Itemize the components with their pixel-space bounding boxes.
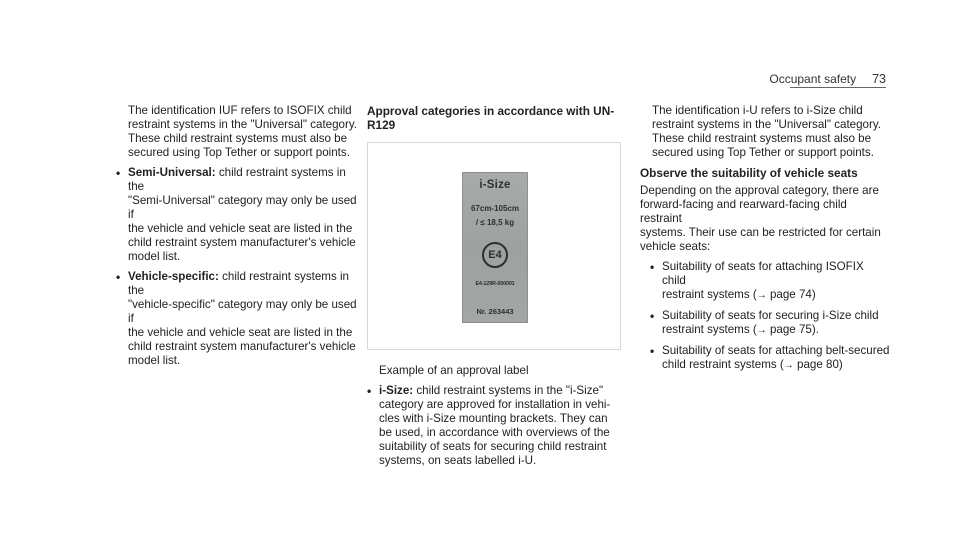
section-heading-seat-suitability: Observe the suitability of vehicle seats <box>640 166 858 180</box>
text-line: restraint systems in the "Universal" category. <box>652 118 882 131</box>
text-line: model list. <box>128 250 181 263</box>
label-title: i-Size <box>479 179 511 191</box>
text-line: secured using Top Tether or support points. <box>128 146 350 159</box>
text-line: category are approved for installation in vehi- <box>379 398 611 411</box>
text-line: cles with i-Size mounting brackets. They can <box>379 412 608 425</box>
e-mark-icon <box>482 242 508 268</box>
label-serial-number: Nr. 263443 <box>476 307 514 316</box>
text-line: "Semi-Universal" category may only be used if <box>128 194 357 221</box>
text-line: Depending on the approval category, there are <box>640 184 879 197</box>
section-heading-approval-categories: Approval categories in accordance with UN-R129 <box>367 104 615 132</box>
arrow-right-icon: → <box>756 290 767 301</box>
text-line: forward-facing and rearward-facing child restraint <box>640 198 847 225</box>
bullet-icon: • <box>116 270 121 284</box>
text-line: suitability of seats for securing child restraint <box>379 440 607 453</box>
text-line: "vehicle-specific" category may only be used if <box>128 298 357 325</box>
bullet-icon: • <box>650 309 655 323</box>
text-line: child restraint systems in the <box>128 166 346 193</box>
text-line: child restraint systems in the <box>128 270 350 297</box>
page-reference-link[interactable]: page 74) <box>769 288 816 301</box>
column-middle <box>367 104 620 474</box>
column-left <box>116 104 358 374</box>
text-line: systems, on seats labelled i-U. <box>379 454 537 467</box>
header-divider <box>790 87 886 88</box>
column-right <box>640 104 890 379</box>
text-line: restraint systems in the "Universal" category. <box>128 118 358 131</box>
text-line: systems. Their use can be restricted for certain <box>640 226 881 239</box>
iu-intro-paragraph <box>640 104 890 160</box>
text-line: Suitability of seats for attaching belt-secured <box>662 344 890 357</box>
section-title: Occupant safety <box>769 72 857 86</box>
text-line: Suitability of seats for securing i-Size child <box>662 309 879 322</box>
list-item-semi-universal <box>116 166 358 264</box>
e-mark-text: E4 <box>488 249 502 261</box>
arrow-right-icon: → <box>783 360 794 371</box>
text-line: These child restraint systems must also be <box>128 132 348 145</box>
text-line: the vehicle and vehicle seat are listed in the <box>128 326 353 339</box>
list-item-belt-secured-suitability <box>650 344 890 373</box>
text-line: The identification i-U refers to i-Size child <box>652 104 863 117</box>
text-line: child restraint systems ( <box>662 358 784 371</box>
page-reference-link[interactable]: page 75). <box>769 323 819 336</box>
page-reference-link[interactable]: page 80) <box>797 358 843 371</box>
iuf-intro-paragraph <box>116 104 358 160</box>
text-line: child restraint systems in the "i-Size" <box>413 384 604 397</box>
text-line: model list. <box>128 354 181 367</box>
list-item-i-size <box>367 384 620 468</box>
bullet-icon: • <box>367 384 372 398</box>
list-item-i-size-suitability <box>650 309 890 338</box>
list-item-vehicle-specific <box>116 270 358 368</box>
page-number: 73 <box>872 72 886 86</box>
text-line: be used, in accordance with overviews of the <box>379 426 610 439</box>
term-semi-universal: Semi-Universal: <box>128 166 216 179</box>
bullet-icon: • <box>116 166 121 180</box>
text-line: Suitability of seats for attaching ISOFIX child <box>662 260 864 287</box>
text-line: restraint systems ( <box>662 288 757 301</box>
list-item-isofix-suitability <box>650 260 890 303</box>
text-line: The identification IUF refers to ISOFIX child <box>128 104 352 117</box>
text-line: secured using Top Tether or support points. <box>652 146 874 159</box>
body-paragraph <box>640 184 890 254</box>
arrow-right-icon: → <box>756 325 767 336</box>
text-line: the vehicle and vehicle seat are listed in the <box>128 222 353 235</box>
text-line: These child restraint systems must also be <box>652 132 872 145</box>
page-header <box>769 72 886 86</box>
label-approval-code: E4-129R-000001 <box>475 281 515 287</box>
label-weight-limit: / ≤ 18,5 kg <box>475 218 515 227</box>
bullet-icon: • <box>650 260 655 274</box>
label-height-range: 67cm-105cm <box>470 204 520 213</box>
approval-label-figure <box>367 142 621 350</box>
figure-caption: Example of an approval label <box>379 364 529 377</box>
text-line: restraint systems ( <box>662 323 757 336</box>
approval-label-image <box>462 172 528 323</box>
text-line: child restraint system manufacturer's vehicle <box>128 340 356 353</box>
term-vehicle-specific: Vehicle-specific: <box>128 270 219 283</box>
bullet-icon: • <box>650 344 655 358</box>
term-i-size: i-Size: <box>379 384 414 397</box>
text-line: vehicle seats: <box>640 240 711 253</box>
text-line: child restraint system manufacturer's vehicle <box>128 236 356 249</box>
